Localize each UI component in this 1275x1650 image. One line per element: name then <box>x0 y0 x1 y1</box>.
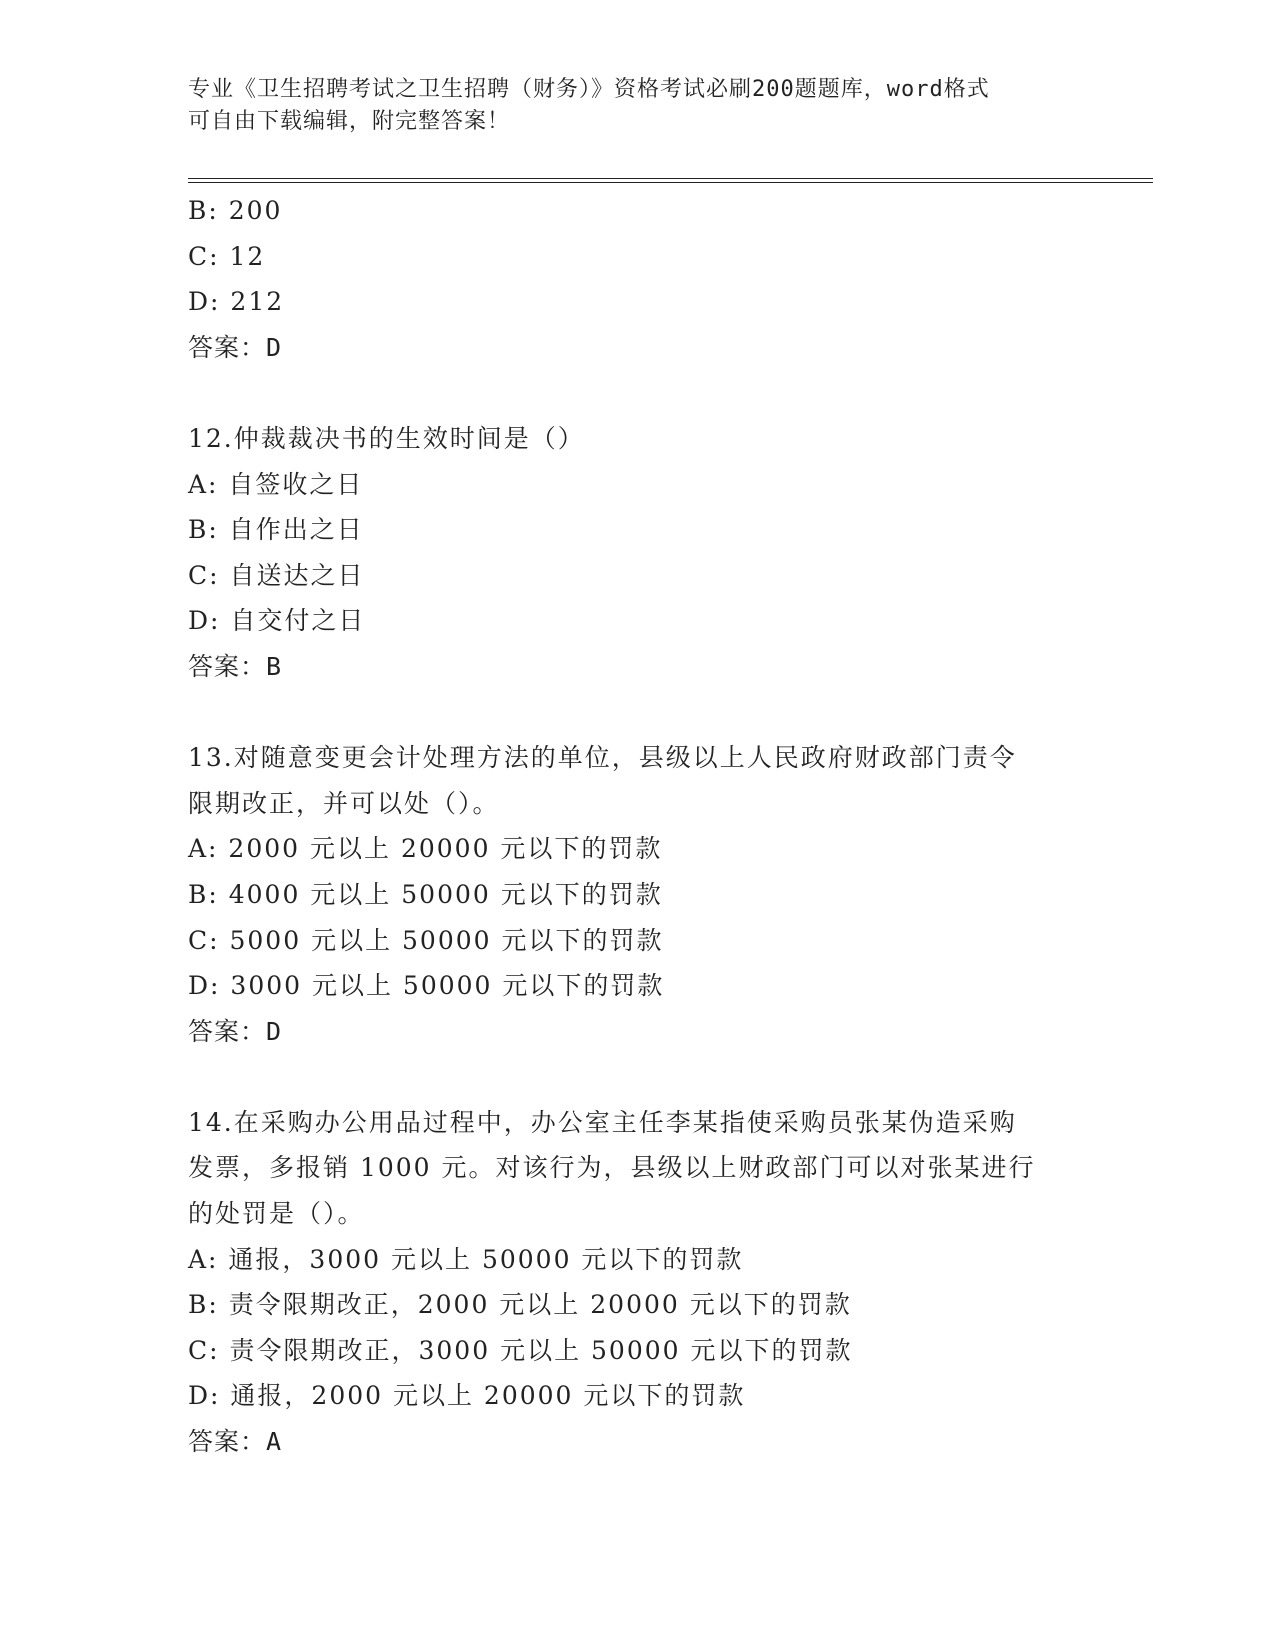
answer-line: 答案：A <box>188 1427 283 1457</box>
question-text: 12.仲裁裁决书的生效时间是（） <box>188 423 585 453</box>
option-d: D: 3000 元以上 50000 元以下的罚款 <box>188 971 665 1001</box>
question-14 <box>188 1100 1088 1465</box>
option-d: D: 自交付之日 <box>188 606 366 636</box>
spacer <box>188 370 1088 416</box>
question-text: 13.对随意变更会计处理方法的单位，县级以上人民政府财政部门责令 <box>188 743 1017 773</box>
document-header <box>188 74 1068 138</box>
question-12 <box>188 416 1088 690</box>
option-d: D: 通报，2000 元以上 20000 元以下的罚款 <box>188 1381 746 1411</box>
option-a: A: 自签收之日 <box>188 469 364 499</box>
answer-line: 答案：D <box>188 332 283 362</box>
answer-line: 答案：D <box>188 1016 283 1046</box>
document-body <box>188 188 1088 1465</box>
question-13 <box>188 735 1088 1054</box>
option-a: A: 通报，3000 元以上 50000 元以下的罚款 <box>188 1244 744 1274</box>
option-d: D: 212 <box>188 287 285 317</box>
option-c: C: 5000 元以上 50000 元以下的罚款 <box>188 925 664 955</box>
option-b: B: 责令限期改正，2000 元以上 20000 元以下的罚款 <box>188 1290 852 1320</box>
spacer <box>188 1054 1088 1100</box>
option-c: C: 12 <box>188 241 266 271</box>
previous-question-tail <box>188 188 1088 370</box>
question-text: 发票，多报销 1000 元。对该行为，县级以上财政部门可以对张某进行 <box>188 1153 1036 1183</box>
option-b: B: 自作出之日 <box>188 515 364 545</box>
spacer <box>188 690 1088 736</box>
option-c: C: 责令限期改正，3000 元以上 50000 元以下的罚款 <box>188 1335 853 1365</box>
option-b: B: 200 <box>188 196 283 225</box>
option-a: A: 2000 元以上 20000 元以下的罚款 <box>188 834 663 864</box>
header-divider <box>188 178 1153 183</box>
header-line-2: 可自由下载编辑，附完整答案！ <box>188 109 511 134</box>
option-c: C: 自送达之日 <box>188 560 365 590</box>
question-text: 限期改正，并可以处（）。 <box>188 788 500 818</box>
header-line-1: 专业《卫生招聘考试之卫生招聘（财务）》资格考试必刷200题题库，word格式 <box>188 77 990 102</box>
question-text: 的处罚是（）。 <box>188 1199 365 1229</box>
option-b: B: 4000 元以上 50000 元以下的罚款 <box>188 879 663 909</box>
answer-line: 答案：B <box>188 651 283 681</box>
question-text: 14.在采购办公用品过程中，办公室主任李某指使采购员张某伪造采购 <box>188 1107 1017 1137</box>
